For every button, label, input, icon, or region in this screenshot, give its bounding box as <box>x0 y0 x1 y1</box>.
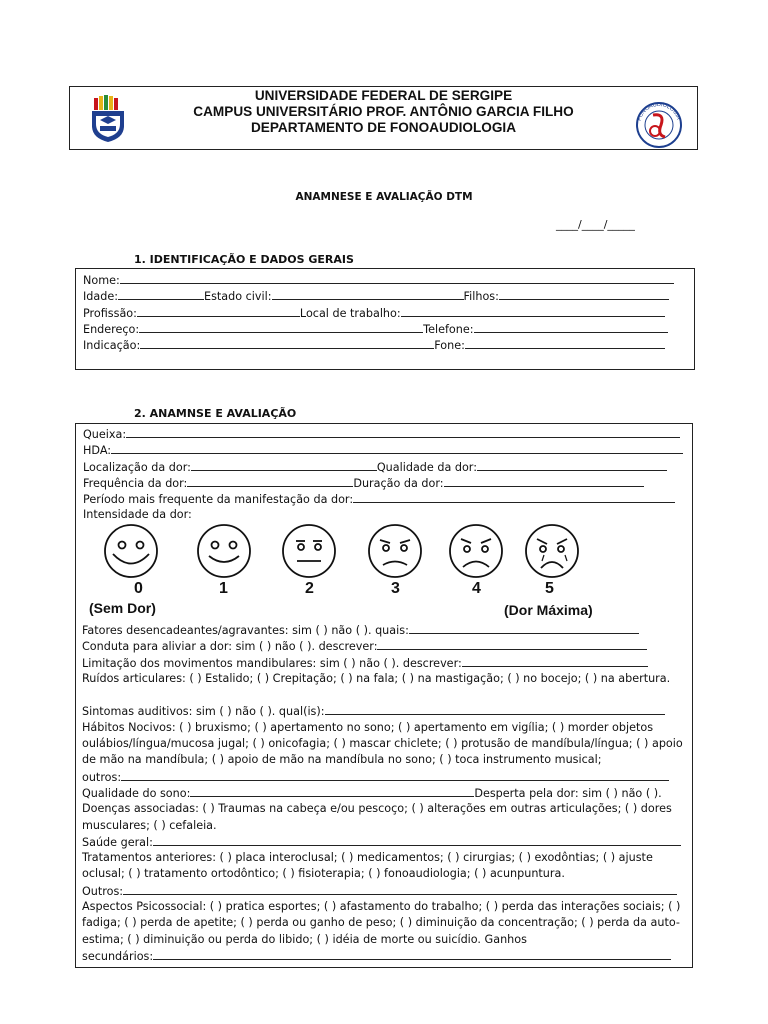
nome-row <box>83 272 674 288</box>
scale-max-label: (Dor Máxima) <box>504 602 593 618</box>
face-1-icon[interactable] <box>198 525 250 577</box>
qualidade-field[interactable] <box>477 459 667 471</box>
sintomas-label: Sintomas auditivos: sim ( ) não ( ). qual(is): <box>82 705 325 719</box>
face-4-icon[interactable] <box>450 525 502 577</box>
logo-ring-text: FONOAUDIOLOGIA <box>636 101 682 122</box>
sintomas-field[interactable] <box>325 703 665 715</box>
fatores-row <box>82 622 686 638</box>
saude-label: Saúde geral: <box>82 835 153 849</box>
tratamentos-text: Tratamentos anteriores: ( ) placa interoclusal; ( ) medicamentos; ( ) cirurgias; ( ) exodôntias; ( ) ajuste oclusal; ( ) tratamento ortodôntico; ( ) fisioterapia; ( ) fonoaudiologia; ( ) acunpuntura. <box>82 851 653 881</box>
secundarios-row <box>82 948 686 964</box>
outros1-field[interactable] <box>121 769 669 781</box>
hda-row <box>83 442 687 458</box>
face-5-icon[interactable] <box>526 525 578 577</box>
estado-civil-field[interactable] <box>272 288 464 300</box>
localizacao-field[interactable] <box>191 459 377 471</box>
campus-name: CAMPUS UNIVERSITÁRIO PROF. ANTÔNIO GARCIA FILHO <box>193 104 574 119</box>
section2-title: 2. ANAMNSE E AVALIAÇÃO <box>134 407 297 420</box>
outros1-row <box>82 769 686 785</box>
qualidade-sono-field[interactable] <box>190 785 474 797</box>
section2-rows-top <box>83 426 687 524</box>
duracao-field[interactable] <box>444 475 644 487</box>
nome-label: Nome: <box>83 274 120 287</box>
section1-title: 1. IDENTIFICAÇÃO E DADOS GERAIS <box>134 253 354 266</box>
filhos-field[interactable] <box>499 288 669 300</box>
aspectos-row <box>82 899 686 948</box>
frequencia-field[interactable] <box>187 475 353 487</box>
saude-field[interactable] <box>153 834 681 846</box>
date-field[interactable]: ____/____/_____ <box>556 218 635 231</box>
scale-number-2: 2 <box>305 580 314 597</box>
fatores-label: Fatores desencadeantes/agravantes: sim ( ) não ( ). quais: <box>82 624 409 637</box>
hda-field[interactable] <box>111 442 683 454</box>
filhos-label: Filhos: <box>463 290 499 304</box>
section1-rows <box>83 272 674 353</box>
localizacao-label: Localização da dor: <box>83 460 191 474</box>
habitos-row <box>82 720 686 769</box>
profissao-label: Profissão: <box>83 306 137 320</box>
section1-box <box>75 268 695 370</box>
form-title: ANAMNESE E AVALIAÇÃO DTM <box>295 191 473 203</box>
idade-label: Idade: <box>83 290 119 304</box>
face-2-icon[interactable] <box>283 525 335 577</box>
face-3-icon[interactable] <box>369 525 421 577</box>
fone-field[interactable] <box>465 337 665 349</box>
sintomas-row <box>82 703 686 719</box>
scale-number-4: 4 <box>472 580 481 597</box>
qualidade-label: Qualidade da dor: <box>376 460 477 474</box>
outros2-row <box>82 883 686 899</box>
frequencia-row <box>83 475 687 491</box>
localizacao-row <box>83 459 687 475</box>
indicacao-label: Indicação: <box>83 339 141 353</box>
limitacao-field[interactable] <box>462 655 648 667</box>
frequencia-label: Frequência da dor: <box>83 476 188 490</box>
face-0-icon[interactable] <box>105 525 157 577</box>
secundarios-field[interactable] <box>153 948 671 960</box>
profissao-row <box>83 305 674 321</box>
doencas-row <box>82 801 686 834</box>
ruidos-row <box>82 671 686 704</box>
doencas-text: Doenças associadas: ( ) Traumas na cabeça e/ou pescoço; ( ) alterações em outras articulações; ( ) dores musculares; ( ) cefaleia. <box>82 802 672 832</box>
pain-scale <box>89 523 607 623</box>
hda-label: HDA: <box>83 444 112 458</box>
intensidade-row <box>83 507 687 523</box>
fone-label: Fone: <box>434 339 465 353</box>
intensidade-label: Intensidade da dor: <box>83 508 192 522</box>
scale-number-1: 1 <box>219 580 228 597</box>
scale-min-label: (Sem Dor) <box>89 600 156 616</box>
conduta-row <box>82 638 686 654</box>
queixa-field[interactable] <box>126 426 680 438</box>
local-trabalho-field[interactable] <box>401 305 665 317</box>
scale-number-0: 0 <box>134 580 143 597</box>
indicacao-row <box>83 337 674 353</box>
scale-number-3: 3 <box>391 580 400 597</box>
endereco-field[interactable] <box>139 321 423 333</box>
department-name: DEPARTAMENTO DE FONOAUDIOLOGIA <box>250 120 517 135</box>
outros1-label: outros: <box>82 770 122 784</box>
conduta-field[interactable] <box>377 638 647 650</box>
saude-row <box>82 834 686 850</box>
periodo-label: Período mais frequente da manifestação da dor: <box>83 493 354 507</box>
fatores-field[interactable] <box>409 622 639 634</box>
indicacao-field[interactable] <box>140 337 434 349</box>
estado-civil-label: Estado civil: <box>204 290 272 304</box>
periodo-row <box>83 491 687 507</box>
limitacao-row <box>82 655 686 671</box>
section2-rows-bottom <box>82 622 686 964</box>
endereco-label: Endereço: <box>83 322 140 336</box>
outros2-field[interactable] <box>123 883 677 895</box>
tratamentos-row <box>82 850 686 883</box>
local-trabalho-label: Local de trabalho: <box>299 306 401 320</box>
fonoaudiologia-logo <box>631 101 687 149</box>
secundarios-label: secundários: <box>82 949 154 963</box>
university-name: UNIVERSIDADE FEDERAL DE SERGIPE <box>254 88 513 103</box>
scale-number-5: 5 <box>545 580 554 597</box>
pain-faces <box>97 523 607 585</box>
outros2-label: Outros: <box>82 884 124 898</box>
limitacao-label: Limitação dos movimentos mandibulares: sim ( ) não ( ). descrever: <box>82 656 462 670</box>
profissao-field[interactable] <box>137 305 300 317</box>
header-text <box>70 88 697 136</box>
nome-field[interactable] <box>120 272 674 284</box>
aspectos-text: Aspectos Psicossocial: ( ) pratica esportes; ( ) afastamento do trabalho; ( ) perda das interações sociais; ( ) fadiga; ( ) perda de apetite; ( ) perda ou ganho de peso; ( ) diminuição da concentração; ( ) perda da auto-estima; ( ) diminuição ou perda do libido; ( ) idéia de morte ou suicídio. Ganhos <box>82 900 681 946</box>
conduta-label: Conduta para aliviar a dor: sim ( ) não ( ). descrever: <box>82 640 378 654</box>
endereco-row <box>83 321 674 337</box>
telefone-label: Telefone: <box>423 322 474 336</box>
header-box <box>69 86 698 150</box>
idade-row <box>83 288 674 304</box>
sono-row <box>82 785 686 801</box>
desperta-label: Desperta pela dor: sim ( ) não ( ). <box>474 786 662 800</box>
ruidos-text: Ruídos articulares: ( ) Estalido; ( ) Crepitação; ( ) na fala; ( ) na mastigação; ( ) no bocejo; ( ) na abertura. <box>82 671 671 685</box>
periodo-field[interactable] <box>353 491 675 503</box>
habitos-text: Hábitos Nocivos: ( ) bruxismo; ( ) apertamento no sono; ( ) apertamento em vigília; ( ) morder objetos oulábios/língua/mucosa jugal; ( ) onicofagia; ( ) mascar chiclete; ( ) protusão de mandíbula/língua; ( ) apoio de mão na mandíbula; ( ) apoio de mão na mandíbula no sono; ( ) toca instrumento musical; <box>82 720 683 767</box>
queixa-label: Queixa: <box>83 428 127 441</box>
qualidade-sono-label: Qualidade do sono: <box>82 786 191 800</box>
telefone-field[interactable] <box>474 321 668 333</box>
duracao-label: Duração da dor: <box>353 476 444 490</box>
queixa-row <box>83 426 687 442</box>
idade-field[interactable] <box>118 288 204 300</box>
